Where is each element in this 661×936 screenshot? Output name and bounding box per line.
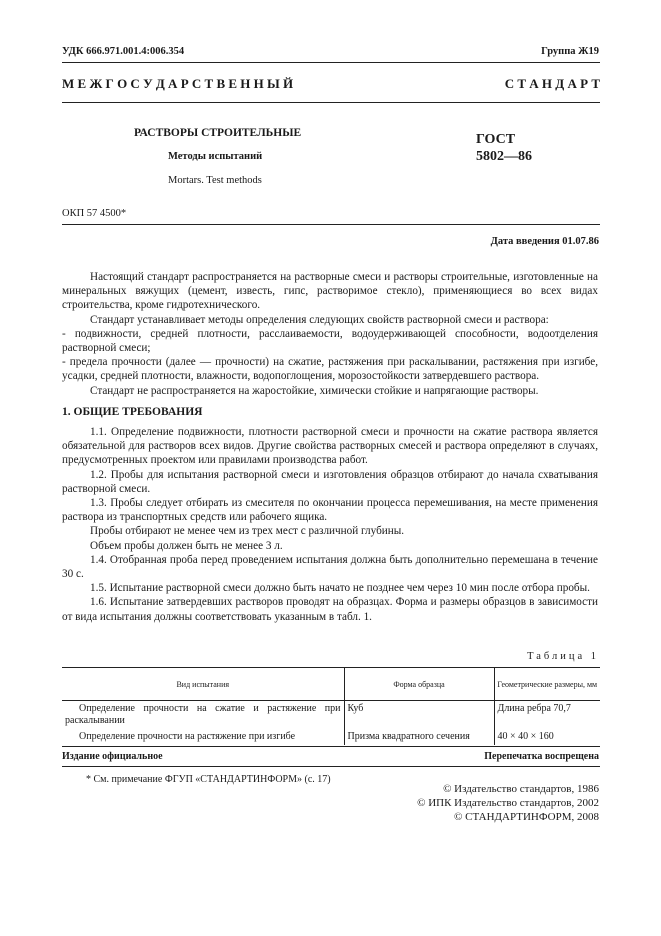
section-paragraph: 1.3. Пробы следует отбирать из смесителя по окончании процесса перемешивания, на месте применения раствора из транспортных средств или рабочего ящика. (62, 497, 598, 524)
section-paragraph: 1.6. Испытание затвердевших растворов проводят на образцах. Форма и размеры образцов в зависимости от вида испытания должны соответствовать указанным в табл. 1. (62, 596, 598, 623)
official-edition: Издание официальное (62, 751, 163, 762)
okp-code: ОКП 57 4500* (62, 208, 127, 219)
gost-label: ГОСТ (476, 132, 516, 147)
table-cell: Призма квадратного сечения (344, 729, 494, 745)
gost-designation (476, 131, 532, 165)
table-header-row (62, 668, 600, 701)
copyright-line: © СТАНДАРТИНФОРМ, 2008 (454, 811, 599, 823)
banner-word-standard: С Т А Н Д А Р Т (504, 76, 600, 91)
table-row (62, 701, 600, 730)
section-paragraph: 1.5. Испытание растворной смеси должно быть начато не позднее чем через 10 мин после отбора пробы. (90, 582, 590, 595)
banner-rule (62, 102, 600, 103)
intro-paragraph: Стандарт устанавливает методы определения следующих свойств растворной смеси и раствора: (90, 313, 549, 326)
table-header-cell: Вид испытания (62, 668, 344, 701)
intro-list-item: - подвижности, средней плотности, расслаиваемости, водоудерживающей способности, водоотделения растворной смеси; (62, 327, 598, 355)
table-row (62, 729, 600, 745)
intro-paragraph: Стандарт не распространяется на жаростойкие, химически стойкие и напрягающие растворы. (90, 384, 539, 397)
intro-paragraph: Настоящий стандарт распространяется на растворные смеси и растворы строительные, изготовленные на минеральных вяжущих (цемент, известь, гипс, растворимое стекло), применяющиеся во всех видах строительства, кроме гидротехнического. (62, 271, 598, 312)
footer-rule-lower (62, 766, 600, 767)
section-paragraph: Объем пробы должен быть не менее 3 л. (90, 539, 283, 552)
udk-code: УДК 666.971.001.4:006.354 (62, 46, 185, 57)
table-header-cell: Геометрические размеры, мм (494, 668, 600, 701)
banner-word-interstate: М Е Ж Г О С У Д А Р С Т В Е Н Н Ы Й (62, 76, 294, 91)
table-header-cell: Форма образца (344, 668, 494, 701)
gost-number: 5802—86 (476, 149, 532, 164)
section-title: 1. ОБЩИЕ ТРЕБОВАНИЯ (62, 405, 203, 418)
footnote: * См. примечание ФГУП «СТАНДАРТИНФОРМ» (с. 17) (86, 774, 331, 785)
table-cell: Длина ребра 70,7 (494, 701, 600, 730)
section-paragraph: Пробы отбирают не менее чем из трех мест с различной глубины. (90, 525, 405, 538)
document-subtitle: Методы испытаний (168, 151, 263, 162)
group-code: Группа Ж19 (541, 46, 599, 57)
copyright-line: © Издательство стандартов, 1986 (443, 783, 599, 795)
table-cell: Определение прочности на растяжение при изгибе (79, 731, 296, 742)
document-title: РАСТВОРЫ СТРОИТЕЛЬНЫЕ (134, 127, 302, 139)
section-paragraph: 1.4. Отобранная проба перед проведением испытания должна быть дополнительно перемешана в течение 30 с. (62, 553, 598, 581)
reprint-notice: Перепечатка воспрещена (484, 751, 599, 762)
specimen-table (62, 667, 600, 745)
top-rule (62, 62, 600, 63)
standard-banner (62, 76, 600, 92)
okp-rule (62, 224, 600, 225)
table-cell: Куб (344, 701, 494, 730)
intro-list-item: - предела прочности (далее — прочности) на сжатие, растяжения при раскалывании, растяжения при изгибе, усадки, средней плотности, влажности, водопоглощения, морозостойкости затвердевшего раствора. (62, 356, 598, 383)
section-paragraph: 1.1. Определение подвижности, плотности растворной смеси и прочности на сжатие раствора является обязательной для растворов всех видов. Другие свойства растворных смесей и раствора определяют в случаях, предусмотренных проектом или правилами производства работ. (62, 426, 598, 467)
table-caption: Таблица 1 (527, 651, 599, 662)
copyright-line: © ИПК Издательство стандартов, 2002 (417, 797, 599, 809)
section-paragraph: 1.2. Пробы для испытания растворной смеси и изготовления образцов отбирают до начала схватывания растворной смеси. (62, 468, 598, 495)
document-body (62, 270, 598, 624)
table-cell: Определение прочности на сжатие и растяжение при раскалывании (65, 703, 341, 726)
footer-rule (62, 746, 600, 747)
document-title-english: Mortars. Test methods (168, 175, 262, 186)
date-of-introduction: Дата введения 01.07.86 (490, 236, 599, 247)
table-cell: 40 × 40 × 160 (494, 729, 600, 745)
